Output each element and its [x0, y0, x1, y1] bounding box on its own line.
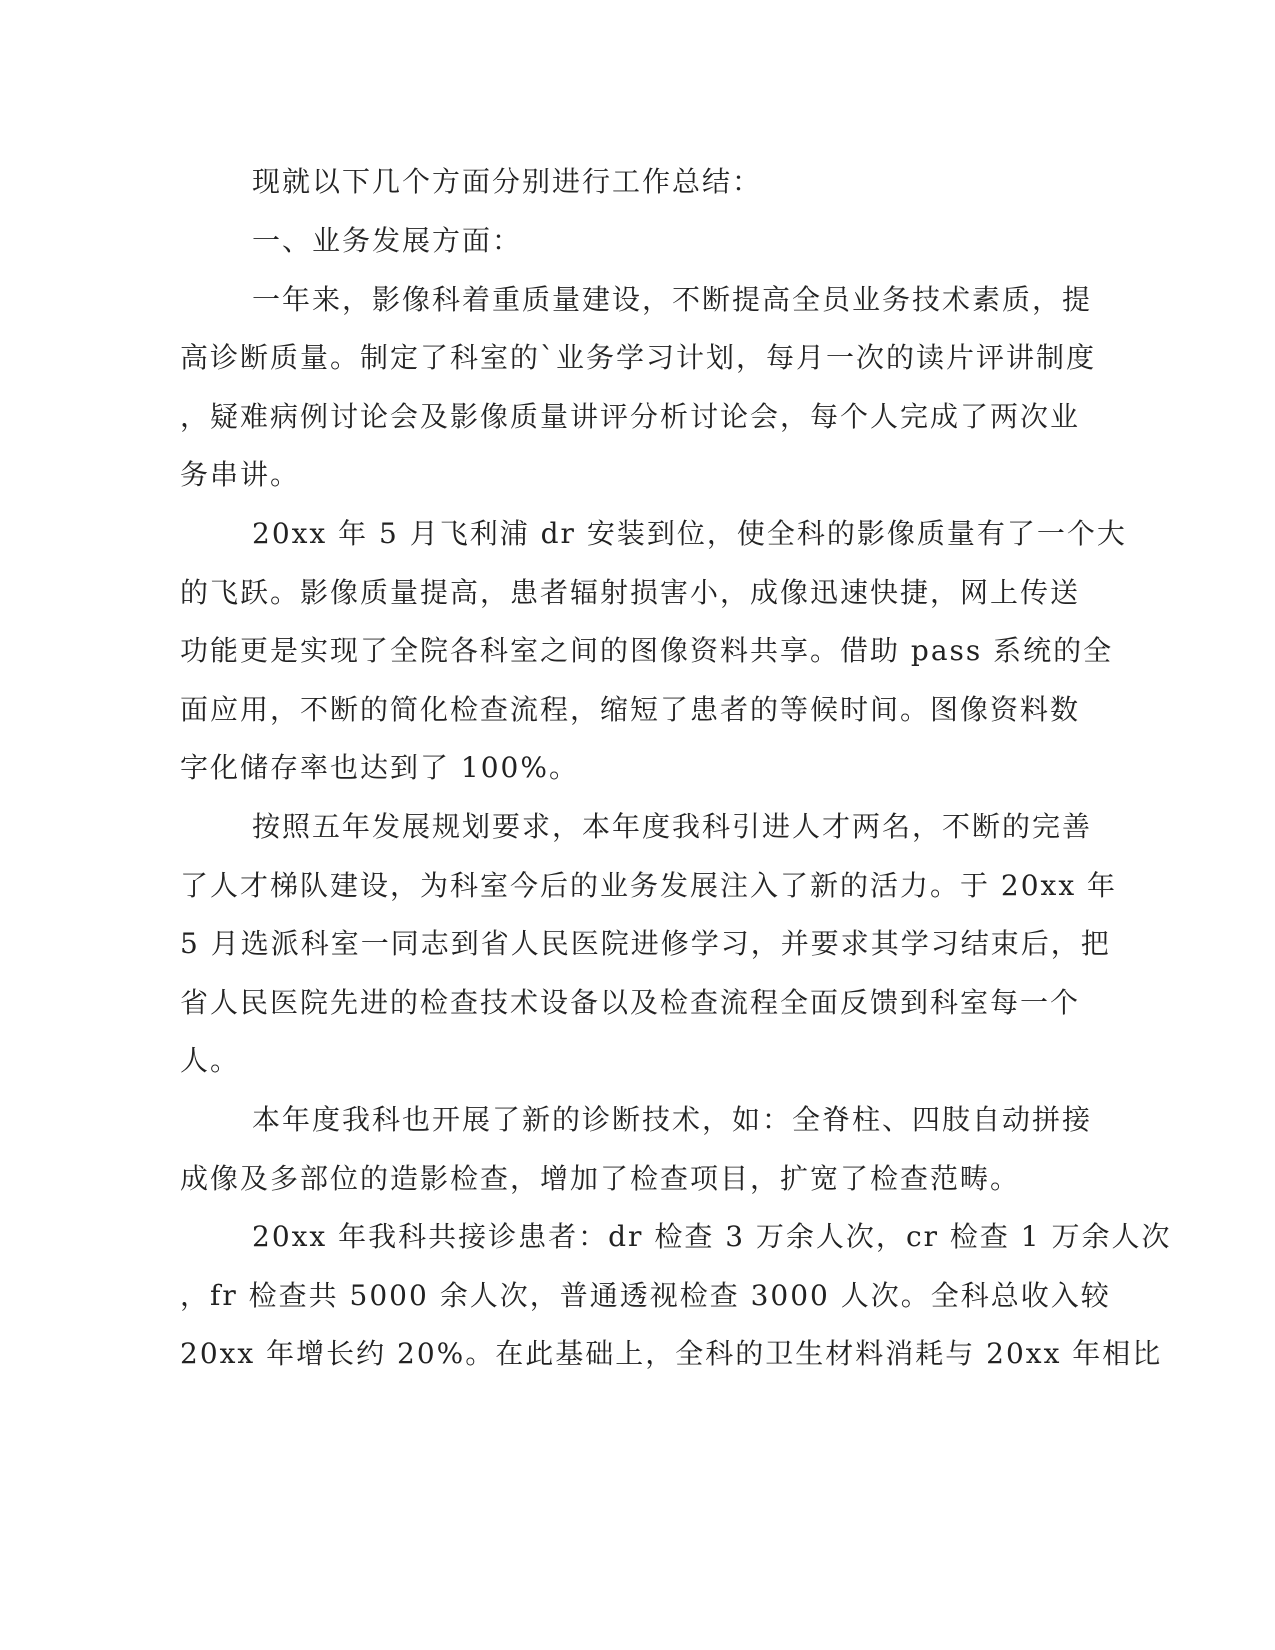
text-line: 一年来，影像科着重质量建设，不断提高全员业务技术素质，提	[252, 283, 1093, 316]
text-line: 成像及多部位的造影检查，增加了检查项目，扩宽了检查范畴。	[180, 1162, 1021, 1195]
text-line: 现就以下几个方面分别进行工作总结：	[252, 165, 763, 198]
text-line: ，疑难病例讨论会及影像质量讲评分析讨论会，每个人完成了两次业	[180, 400, 1081, 433]
text-line: 本年度我科也开展了新的诊断技术，如：全脊柱、四肢自动拼接	[252, 1103, 1093, 1136]
text-line: ，fr 检查共 5000 余人次，普通透视检查 3000 人次。全科总收入较	[180, 1279, 1111, 1312]
text-line: 20xx 年我科共接诊患者：dr 检查 3 万余人次，cr 检查 1 万余人次	[252, 1220, 1172, 1253]
text-line: 了人才梯队建设，为科室今后的业务发展注入了新的活力。于 20xx 年	[180, 869, 1118, 902]
text-line: 的飞跃。影像质量提高，患者辐射损害小，成像迅速快捷，网上传送	[180, 576, 1081, 609]
text-line: 面应用，不断的简化检查流程，缩短了患者的等候时间。图像资料数	[180, 693, 1081, 726]
text-line: 高诊断质量。制定了科室的`业务学习计划，每月一次的读片评讲制度	[180, 341, 1097, 374]
text-line: 20xx 年增长约 20%。在此基础上，全科的卫生材料消耗与 20xx 年相比	[180, 1337, 1163, 1370]
section-heading: 一、业务发展方面：	[252, 224, 523, 257]
text-line: 务串讲。	[180, 458, 301, 491]
text-line: 5 月选派科室一同志到省人民医院进修学习，并要求其学习结束后，把	[180, 927, 1111, 960]
text-line: 功能更是实现了全院各科室之间的图像资料共享。借助 pass 系统的全	[180, 634, 1114, 667]
text-line: 省人民医院先进的检查技术设备以及检查流程全面反馈到科室每一个	[180, 986, 1081, 1019]
text-line: 字化储存率也达到了 100%。	[180, 751, 579, 784]
text-line: 20xx 年 5 月飞利浦 dr 安装到位，使全科的影像质量有了一个大	[252, 517, 1127, 550]
text-line: 人。	[180, 1044, 241, 1077]
text-line: 按照五年发展规划要求，本年度我科引进人才两名，不断的完善	[252, 810, 1093, 843]
